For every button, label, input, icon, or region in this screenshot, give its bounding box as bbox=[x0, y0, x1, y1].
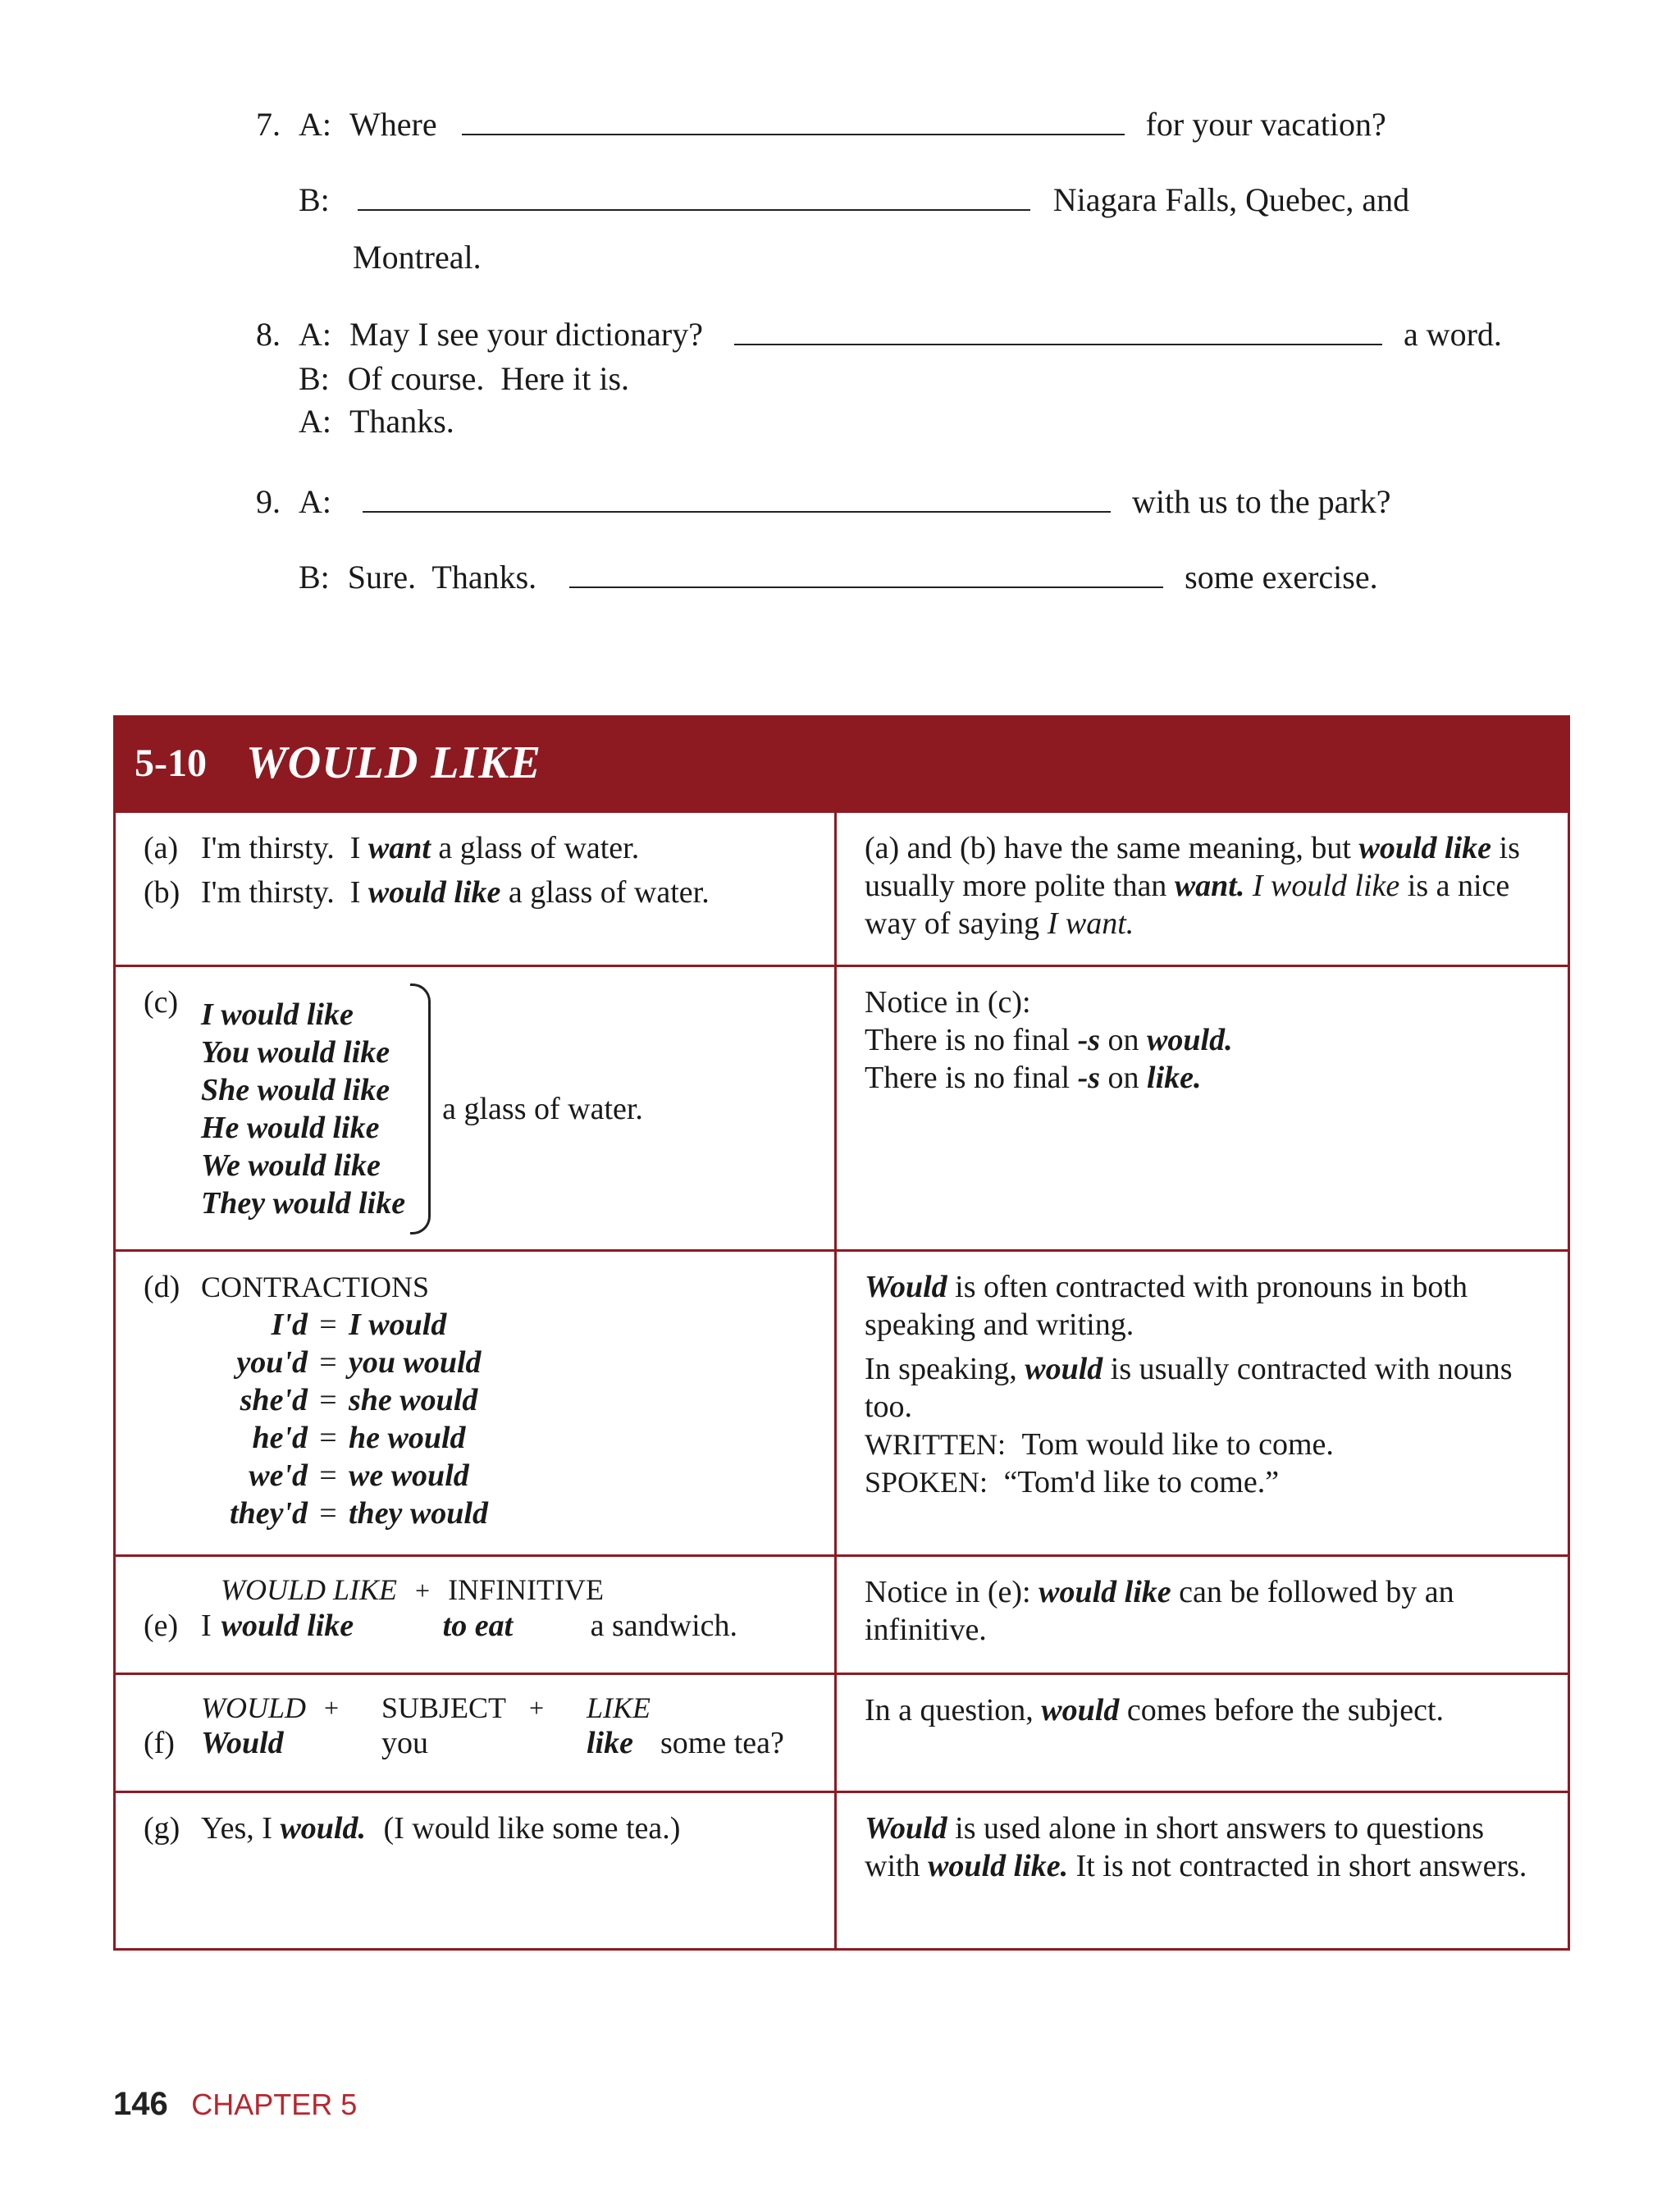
note-emphasis: would. bbox=[1147, 1023, 1233, 1057]
full-form: he would bbox=[349, 1421, 466, 1455]
equals-sign: = bbox=[319, 1307, 337, 1342]
chart-row-f bbox=[115, 1674, 1569, 1792]
contraction: you'd bbox=[236, 1345, 308, 1380]
written-text: Tom would like to come. bbox=[1021, 1427, 1334, 1462]
example-label: (g) bbox=[144, 1811, 180, 1846]
note-italic: I want. bbox=[1047, 906, 1134, 941]
pattern-header bbox=[221, 1573, 806, 1607]
spoken-text: “Tom'd like to come.” bbox=[1003, 1465, 1280, 1499]
speaker-label: B: bbox=[299, 559, 330, 596]
example-text: Yes, I bbox=[201, 1811, 272, 1846]
full-form: we would bbox=[349, 1458, 469, 1493]
contractions-heading: CONTRACTIONS bbox=[201, 1271, 430, 1303]
subject-line: We would like bbox=[201, 1148, 381, 1183]
example-b bbox=[144, 874, 806, 911]
spoken-example bbox=[865, 1463, 1540, 1501]
chapter-label: CHAPTER 5 bbox=[191, 2088, 358, 2121]
example-text: I bbox=[201, 1609, 212, 1643]
example-label: (f) bbox=[144, 1726, 175, 1760]
note-emphasis: want. bbox=[1174, 869, 1245, 903]
exercise-number: 8. bbox=[256, 316, 281, 353]
full-form: they would bbox=[349, 1496, 488, 1531]
exercise-7-line-b bbox=[299, 180, 1409, 220]
page-number: 146 bbox=[113, 2086, 168, 2122]
speaker-label: B: bbox=[299, 360, 330, 397]
note-emphasis: would bbox=[1025, 1352, 1103, 1386]
chart-title: WOULD LIKE bbox=[245, 737, 542, 788]
exercise-text: Sure. Thanks. bbox=[347, 559, 537, 596]
exercise-9-line-b bbox=[299, 558, 1378, 597]
exercise-text: Where bbox=[349, 106, 437, 143]
plus-sign: + bbox=[415, 1576, 431, 1605]
equals-sign: = bbox=[319, 1383, 337, 1417]
object-text: a glass of water. bbox=[442, 1092, 643, 1126]
note-title: Notice in (c): bbox=[865, 985, 1031, 1020]
exercise-8-line-a2 bbox=[299, 402, 454, 441]
chart-row-d bbox=[115, 1251, 1569, 1556]
exercise-text: a word. bbox=[1403, 316, 1502, 353]
exercise-text: for your vacation? bbox=[1145, 106, 1386, 143]
page-footer bbox=[113, 2086, 357, 2123]
explanation-cell bbox=[836, 1674, 1569, 1792]
chart-row-ab bbox=[115, 812, 1569, 966]
example-c bbox=[144, 983, 806, 1234]
examples-cell bbox=[115, 1251, 836, 1556]
example-g bbox=[144, 1809, 806, 1847]
answer-blank[interactable] bbox=[358, 185, 1030, 211]
example-emphasis: like bbox=[587, 1726, 633, 1760]
equals-sign: = bbox=[319, 1496, 337, 1531]
note-text: Notice in (e): bbox=[865, 1575, 1031, 1609]
note-emphasis: would like bbox=[1039, 1575, 1171, 1609]
exercise-text: Montreal. bbox=[353, 239, 482, 276]
contraction: we'd bbox=[249, 1458, 308, 1493]
plus-sign: + bbox=[529, 1693, 545, 1723]
subject-list bbox=[201, 996, 405, 1222]
note-emphasis: would like. bbox=[928, 1849, 1069, 1883]
speaker-label: A: bbox=[299, 403, 331, 440]
note-text: is often contracted with pronouns in both speaking and writing. bbox=[865, 1270, 1468, 1342]
note-text: is used alone in short answers to questions with bbox=[865, 1811, 1485, 1883]
exercise-7-line-a bbox=[256, 105, 1386, 144]
explanation-cell bbox=[836, 812, 1569, 966]
examples-cell bbox=[115, 1792, 836, 1950]
exercise-text: some exercise. bbox=[1185, 559, 1378, 596]
note-emphasis: would bbox=[1041, 1693, 1120, 1727]
example-emphasis: want bbox=[368, 831, 431, 865]
equals-sign: = bbox=[319, 1345, 337, 1380]
example-label: (c) bbox=[144, 985, 179, 1020]
examples-cell bbox=[115, 1674, 836, 1792]
chart-row-e bbox=[115, 1556, 1569, 1674]
note-line bbox=[865, 1021, 1540, 1059]
example-text: a sandwich. bbox=[590, 1609, 738, 1643]
explanation-cell bbox=[836, 1251, 1569, 1556]
note-emphasis: would like bbox=[1358, 831, 1492, 865]
examples-cell bbox=[115, 1556, 836, 1674]
example-label: (e) bbox=[144, 1609, 179, 1643]
chart-header bbox=[113, 715, 1570, 810]
example-label: (a) bbox=[144, 831, 179, 865]
right-brace bbox=[410, 983, 431, 1234]
full-form: you would bbox=[349, 1345, 482, 1380]
example-a bbox=[144, 829, 806, 867]
contraction: she'd bbox=[240, 1383, 308, 1417]
examples-cell bbox=[115, 966, 836, 1251]
exercise-8-line-a bbox=[256, 315, 1502, 354]
example-label: (d) bbox=[144, 1270, 180, 1304]
example-emphasis: would. bbox=[280, 1811, 366, 1846]
chart-row-g bbox=[115, 1792, 1569, 1950]
explanation-cell bbox=[836, 1792, 1569, 1950]
equals-sign: = bbox=[319, 1458, 337, 1493]
plus-sign: + bbox=[324, 1693, 340, 1723]
examples-cell bbox=[115, 812, 836, 966]
equals-sign: = bbox=[319, 1421, 337, 1455]
pattern-part: LIKE bbox=[587, 1691, 651, 1724]
contraction: they'd bbox=[230, 1496, 308, 1531]
note-emphasis: Would bbox=[865, 1811, 947, 1846]
full-form: she would bbox=[349, 1383, 478, 1417]
pattern-part: WOULD LIKE bbox=[221, 1573, 398, 1606]
example-emphasis: Would bbox=[201, 1726, 284, 1760]
note-line bbox=[865, 1350, 1540, 1426]
note-text: In speaking, bbox=[865, 1352, 1017, 1386]
note-text: (a) and (b) have the same meaning, but bbox=[865, 831, 1351, 865]
chart-row-c bbox=[115, 966, 1569, 1251]
exercise-number: 9. bbox=[256, 483, 281, 520]
note-emphasis: like. bbox=[1147, 1061, 1202, 1095]
answer-blank[interactable] bbox=[734, 319, 1382, 345]
pattern-part: INFINITIVE bbox=[448, 1573, 605, 1606]
note-text: can be followed by an infinitive. bbox=[865, 1575, 1454, 1647]
answer-blank[interactable] bbox=[462, 109, 1125, 135]
example-text: I'm thirsty. I bbox=[201, 875, 361, 910]
subject-line: She would like bbox=[201, 1073, 390, 1107]
full-form: I would bbox=[349, 1307, 447, 1342]
answer-blank[interactable] bbox=[363, 486, 1111, 513]
explanation-cell bbox=[836, 966, 1569, 1251]
example-f bbox=[144, 1724, 806, 1762]
subject-line: They would like bbox=[201, 1186, 406, 1221]
exercise-text: with us to the park? bbox=[1132, 483, 1391, 520]
note-text: There is no final bbox=[865, 1023, 1071, 1057]
note-text: on bbox=[1107, 1023, 1139, 1057]
contractions-list bbox=[144, 1306, 806, 1532]
note-text: There is no final bbox=[865, 1061, 1071, 1095]
grammar-chart bbox=[113, 810, 1570, 1951]
subject-line: He would like bbox=[201, 1111, 380, 1145]
exercise-text: May I see your dictionary? bbox=[349, 316, 703, 353]
exercise-number: 7. bbox=[256, 106, 281, 143]
exercise-8-line-b bbox=[299, 359, 629, 399]
example-text: some tea? bbox=[660, 1726, 784, 1760]
subject-line: You would like bbox=[201, 1035, 390, 1070]
exercise-text: Niagara Falls, Quebec, and bbox=[1052, 181, 1410, 218]
contraction: he'd bbox=[252, 1421, 308, 1455]
note-emphasis: -s bbox=[1077, 1061, 1101, 1095]
note-line bbox=[865, 1059, 1540, 1097]
chart-number: 5-10 bbox=[135, 741, 207, 785]
exercise-9-line-a bbox=[256, 482, 1391, 522]
note-emphasis: Would bbox=[865, 1270, 947, 1304]
example-label: (b) bbox=[144, 875, 180, 910]
note-text: In a question, bbox=[865, 1693, 1034, 1727]
example-text: you bbox=[381, 1726, 428, 1760]
written-label: WRITTEN: bbox=[865, 1428, 1006, 1461]
example-emphasis: would like bbox=[221, 1609, 354, 1643]
note-emphasis: -s bbox=[1077, 1023, 1101, 1057]
note-text: It is not contracted in short answers. bbox=[1075, 1849, 1527, 1883]
note-italic: I would like bbox=[1252, 869, 1400, 903]
pattern-header bbox=[201, 1691, 806, 1724]
spoken-label: SPOKEN: bbox=[865, 1466, 988, 1499]
subject-line: I would like bbox=[201, 997, 354, 1032]
example-text: (I would like some tea.) bbox=[383, 1811, 681, 1846]
note-text: is usually contracted with nouns too. bbox=[865, 1352, 1513, 1424]
example-e bbox=[144, 1607, 806, 1645]
note-text: comes before the subject. bbox=[1126, 1693, 1445, 1727]
contraction: I'd bbox=[271, 1307, 308, 1342]
speaker-label: A: bbox=[299, 106, 331, 143]
exercise-text: Thanks. bbox=[349, 403, 454, 440]
pattern-part: SUBJECT bbox=[381, 1691, 507, 1724]
written-example bbox=[865, 1426, 1540, 1463]
exercise-7-continuation bbox=[353, 238, 482, 277]
note-text: is usually more polite than bbox=[865, 831, 1520, 903]
note-text: is a nice way of saying bbox=[865, 869, 1510, 941]
speaker-label: A: bbox=[299, 316, 331, 353]
note-line bbox=[865, 1268, 1540, 1344]
speaker-label: B: bbox=[299, 181, 330, 218]
speaker-label: A: bbox=[299, 483, 331, 520]
example-text: a glass of water. bbox=[508, 875, 710, 910]
example-text: a glass of water. bbox=[438, 831, 640, 865]
example-d bbox=[144, 1268, 806, 1306]
example-text: I'm thirsty. I bbox=[201, 831, 361, 865]
exercise-text: Of course. Here it is. bbox=[347, 360, 630, 397]
subject-group bbox=[201, 983, 643, 1234]
note-text: on bbox=[1107, 1061, 1139, 1095]
explanation-cell bbox=[836, 1556, 1569, 1674]
example-emphasis: to eat bbox=[442, 1609, 514, 1643]
pattern-part: WOULD bbox=[201, 1691, 307, 1724]
example-emphasis: would like bbox=[368, 875, 501, 910]
answer-blank[interactable] bbox=[569, 562, 1163, 588]
